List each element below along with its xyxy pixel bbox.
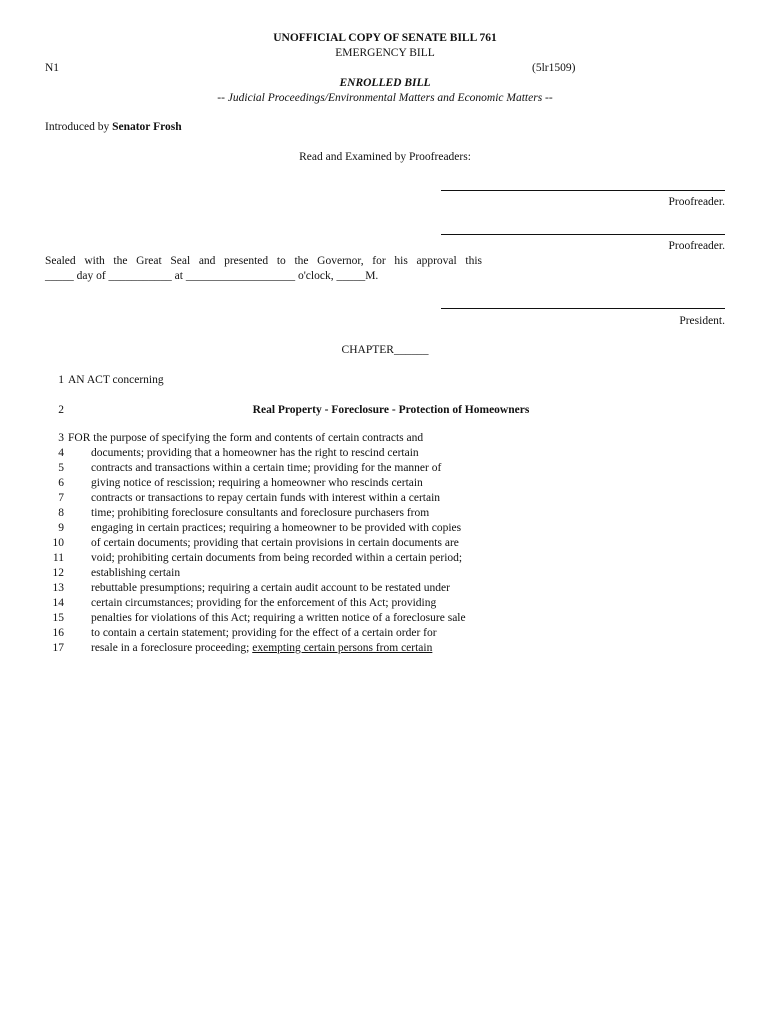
act-title: Real Property - Foreclosure - Protection of Homeowners	[252, 404, 530, 416]
proofreader-label-1: Proofreader.	[668, 196, 725, 208]
line-number: 16	[52, 627, 64, 639]
purpose-line	[40, 506, 540, 521]
line-text: giving notice of rescission; requiring a homeowner who rescinds certain	[91, 477, 423, 489]
line-number: 14	[52, 597, 64, 609]
purpose-line	[40, 491, 540, 506]
enrolled-label: ENROLLED BILL	[339, 77, 431, 89]
introduced-prefix: Introduced by	[45, 121, 113, 133]
purpose-line	[40, 521, 540, 536]
purpose-line-underlined	[40, 641, 540, 656]
line-text: time; prohibiting foreclosure consultants and foreclosure purchasers from	[91, 507, 430, 519]
line-number: 17	[52, 642, 64, 654]
line-number: 3	[58, 432, 64, 444]
purpose-line	[40, 446, 540, 461]
line-text	[91, 641, 432, 656]
line-text: to contain a certain statement; providing for the effect of a certain order for	[91, 627, 437, 639]
line-text: void; prohibiting certain documents from being recorded within a certain period;	[91, 552, 463, 564]
line-text: certain circumstances; providing for the enforcement of this Act; providing	[91, 597, 437, 609]
bill-code-right: (5lr1509)	[532, 62, 576, 74]
line-number: 8	[58, 507, 64, 519]
introduced-by	[45, 120, 182, 135]
purpose-line	[40, 566, 540, 581]
act-concerning: AN ACT concerning	[68, 374, 164, 386]
line-text: of certain documents; providing that certain provisions in certain documents are	[91, 537, 459, 549]
line-number: 2	[58, 404, 64, 416]
line-number: 10	[52, 537, 64, 549]
president-signature-line	[441, 308, 725, 309]
proofreader-signature-line-1	[441, 190, 725, 191]
purpose-line	[40, 536, 540, 551]
purpose-line	[40, 461, 540, 476]
line-text: establishing certain	[91, 567, 181, 579]
line-text: engaging in certain practices; requiring a homeowner to be provided with copies	[91, 522, 462, 534]
line-number: 12	[52, 567, 64, 579]
purpose-line	[40, 476, 540, 491]
purpose-line	[40, 431, 540, 446]
purpose-line	[40, 626, 540, 641]
sponsor-name: Senator Frosh	[112, 121, 182, 133]
line-text: contracts and transactions within a certain time; providing for the manner of	[91, 462, 442, 474]
sealed-line-1: Sealed with the Great Seal and presented to the Governor, for his approval this	[45, 255, 482, 267]
proofreader-label-2: Proofreader.	[668, 240, 725, 252]
line-number: 1	[58, 374, 64, 386]
sealed-line-2: _____ day of ___________ at ___________________ o'clock, _____M.	[45, 270, 379, 282]
proofreaders-heading: Read and Examined by Proofreaders:	[299, 151, 471, 163]
line-number: 6	[58, 477, 64, 489]
line-number: 13	[52, 582, 64, 594]
line-number: 5	[58, 462, 64, 474]
chapter-line: CHAPTER______	[341, 344, 429, 356]
line-number: 9	[58, 522, 64, 534]
bill-subtitle: EMERGENCY BILL	[335, 47, 435, 59]
underlined-text: exempting certain persons from certain	[252, 642, 433, 654]
president-label: President.	[679, 315, 725, 327]
purpose-line	[40, 551, 540, 566]
line-number: 4	[58, 447, 64, 459]
plain-text: resale in a foreclosure proceeding;	[91, 642, 253, 654]
line-text: contracts or transactions to repay certain funds with interest within a certain	[91, 492, 441, 504]
purpose-line	[40, 596, 540, 611]
line-number: 15	[52, 612, 64, 624]
line-text: documents; providing that a homeowner has the right to rescind certain	[91, 447, 419, 459]
line-text: FOR the purpose of specifying the form and contents of certain contracts and	[68, 432, 424, 444]
line-1	[40, 373, 540, 388]
line-number: 11	[52, 552, 64, 564]
purpose-line	[40, 611, 540, 626]
bill-title: UNOFFICIAL COPY OF SENATE BILL 761	[273, 32, 497, 44]
line-text	[91, 581, 450, 596]
remaining-text: rebuttable presumptions; requiring a certain audit account to be restated under	[91, 582, 450, 594]
purpose-paragraph	[40, 431, 540, 656]
line-text: penalties for violations of this Act; requiring a written notice of a foreclosure sale	[91, 612, 466, 624]
proofreader-signature-line-2	[441, 234, 725, 235]
committees-line: -- Judicial Proceedings/Environmental Matters and Economic Matters --	[217, 92, 553, 104]
bill-code-left: N1	[45, 62, 60, 74]
line-number: 7	[58, 492, 64, 504]
purpose-line-struck	[40, 581, 540, 596]
